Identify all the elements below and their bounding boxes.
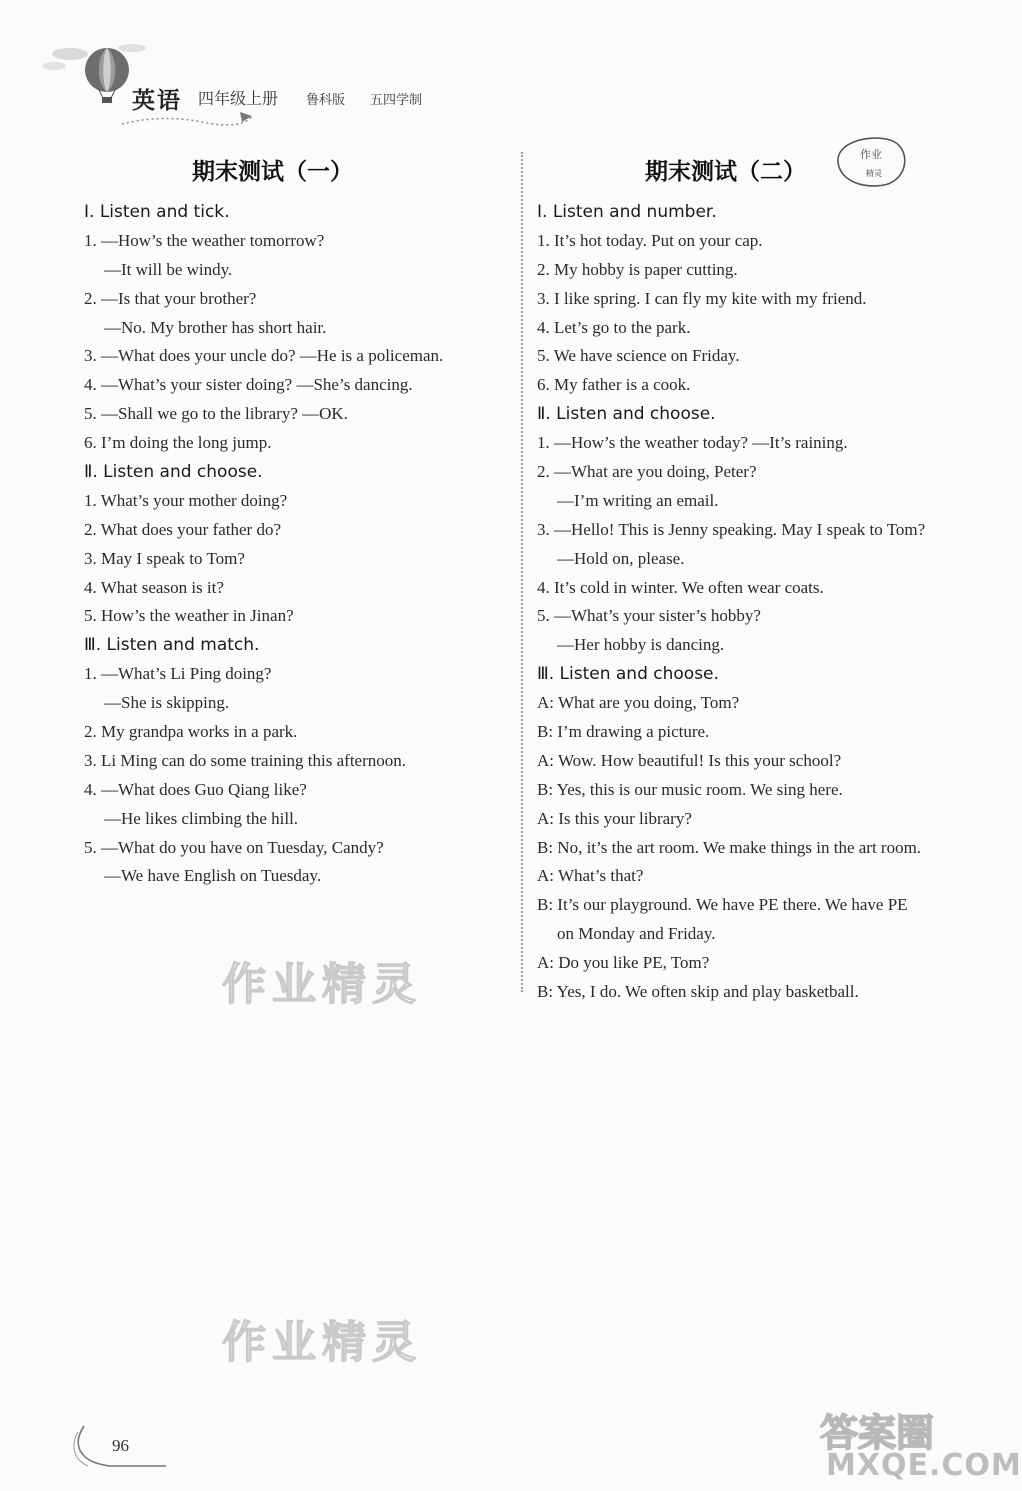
dialogue-line: B: Yes, this is our music room. We sing here. <box>537 779 843 799</box>
corner-watermark-url: MXQE.COM <box>826 1448 1022 1483</box>
dialogue-line: 3. —What does your uncle do? —He is a policeman. <box>84 346 444 366</box>
dialogue-line: B: Yes, I do. We often skip and play basketball. <box>537 982 859 1002</box>
dialogue-line: 5. We have science on Friday. <box>537 346 740 366</box>
dialogue-line: B: I’m drawing a picture. <box>537 722 710 742</box>
dialogue-line: 3. —Hello! This is Jenny speaking. May I speak to Tom? <box>537 519 926 539</box>
left-test-title: 期末测试（一） <box>192 159 353 185</box>
dialogue-line: B: No, it’s the art room. We make things in the art room. <box>537 837 922 857</box>
dialogue-line: —Hold on, please. <box>557 548 685 568</box>
section-heading: Ⅱ. Listen and choose. <box>537 404 716 425</box>
right-test-title: 期末测试（二） <box>645 159 806 185</box>
section-heading: Ⅰ. Listen and number. <box>537 202 717 222</box>
dialogue-line: —We have English on Tuesday. <box>104 866 322 886</box>
edition-label: 鲁科版 <box>306 93 346 108</box>
subject-label: 英语 <box>132 88 182 114</box>
section-heading: Ⅱ. Listen and choose. <box>84 462 263 483</box>
dialogue-line: A: What’s that? <box>537 866 644 886</box>
right-test-content <box>537 198 967 1007</box>
stamp-text-bottom: 精灵 <box>866 169 882 178</box>
dialogue-line: —No. My brother has short hair. <box>104 317 327 337</box>
hot-air-balloon-icon <box>78 46 136 104</box>
dialogue-line: 4. It’s cold in winter. We often wear coats. <box>537 577 824 597</box>
corner-watermark-logo: 答案圈 <box>820 1411 935 1455</box>
dialogue-line: 6. My father is a cook. <box>537 375 691 395</box>
stamp-text-top: 作业 <box>860 148 882 161</box>
dialogue-line: —He likes climbing the hill. <box>104 808 299 828</box>
right-column <box>537 150 967 1007</box>
dialogue-line: 6. I’m doing the long jump. <box>84 433 272 453</box>
page-header <box>40 30 460 130</box>
dialogue-line: B: It’s our playground. We have PE there. We have PE <box>537 895 908 915</box>
dialogue-line: A: Wow. How beautiful! Is this your school? <box>537 750 842 770</box>
grade-label: 四年级上册 <box>198 89 279 108</box>
dialogue-line: 3. Li Ming can do some training this afternoon. <box>84 750 406 770</box>
dialogue-line: 5. —What do you have on Tuesday, Candy? <box>84 837 384 857</box>
dialogue-line: 2. My hobby is paper cutting. <box>537 259 738 279</box>
watermark-text: 作业精灵 <box>222 959 422 1010</box>
dialogue-line: 1. —What’s Li Ping doing? <box>84 664 272 684</box>
dialogue-line: 2. —What are you doing, Peter? <box>537 462 757 482</box>
dialogue-line: 2. —Is that your brother? <box>84 288 257 308</box>
dialogue-line: —I’m writing an email. <box>557 490 719 510</box>
dialogue-line: 3. May I speak to Tom? <box>84 548 245 568</box>
dialogue-line: 4. —What does Guo Qiang like? <box>84 779 307 799</box>
dialogue-line: 4. Let’s go to the park. <box>537 317 691 337</box>
dialogue-line: —Her hobby is dancing. <box>557 635 725 655</box>
dialogue-line: 4. —What’s your sister doing? —She’s dancing. <box>84 375 413 395</box>
left-test-content <box>84 198 514 891</box>
dialogue-line: 1. It’s hot today. Put on your cap. <box>537 230 763 250</box>
dialogue-line: —She is skipping. <box>104 693 230 713</box>
dialogue-line: 2. My grandpa works in a park. <box>84 722 298 742</box>
dotted-trail-decoration <box>122 110 252 130</box>
dialogue-line: A: Do you like PE, Tom? <box>537 953 710 973</box>
watermark-text: 作业精灵 <box>222 1317 422 1368</box>
dialogue-line: 5. —What’s your sister’s hobby? <box>537 606 761 626</box>
section-heading: Ⅲ. Listen and match. <box>84 635 260 656</box>
system-label: 五四学制 <box>370 93 423 108</box>
dialogue-line: 1. —How’s the weather tomorrow? <box>84 230 325 250</box>
section-heading: Ⅰ. Listen and tick. <box>84 202 230 222</box>
dialogue-line: A: What are you doing, Tom? <box>537 693 740 713</box>
dialogue-line: 1. What’s your mother doing? <box>84 490 288 510</box>
dialogue-line: 2. What does your father do? <box>84 519 282 539</box>
page-number: 96 <box>112 1436 129 1455</box>
dialogue-line: 5. How’s the weather in Jinan? <box>84 606 294 626</box>
left-column <box>84 150 514 891</box>
dialogue-line: —It will be windy. <box>104 259 233 279</box>
dialogue-line: 3. I like spring. I can fly my kite with my friend. <box>537 288 867 308</box>
dialogue-line: 4. What season is it? <box>84 577 224 597</box>
dialogue-line: A: Is this your library? <box>537 808 692 828</box>
dialogue-line: on Monday and Friday. <box>557 924 716 944</box>
section-heading: Ⅲ. Listen and choose. <box>537 664 719 685</box>
dialogue-line: 1. —How’s the weather today? —It’s raining. <box>537 433 848 453</box>
dialogue-line: 5. —Shall we go to the library? —OK. <box>84 404 348 424</box>
column-divider <box>521 152 523 992</box>
